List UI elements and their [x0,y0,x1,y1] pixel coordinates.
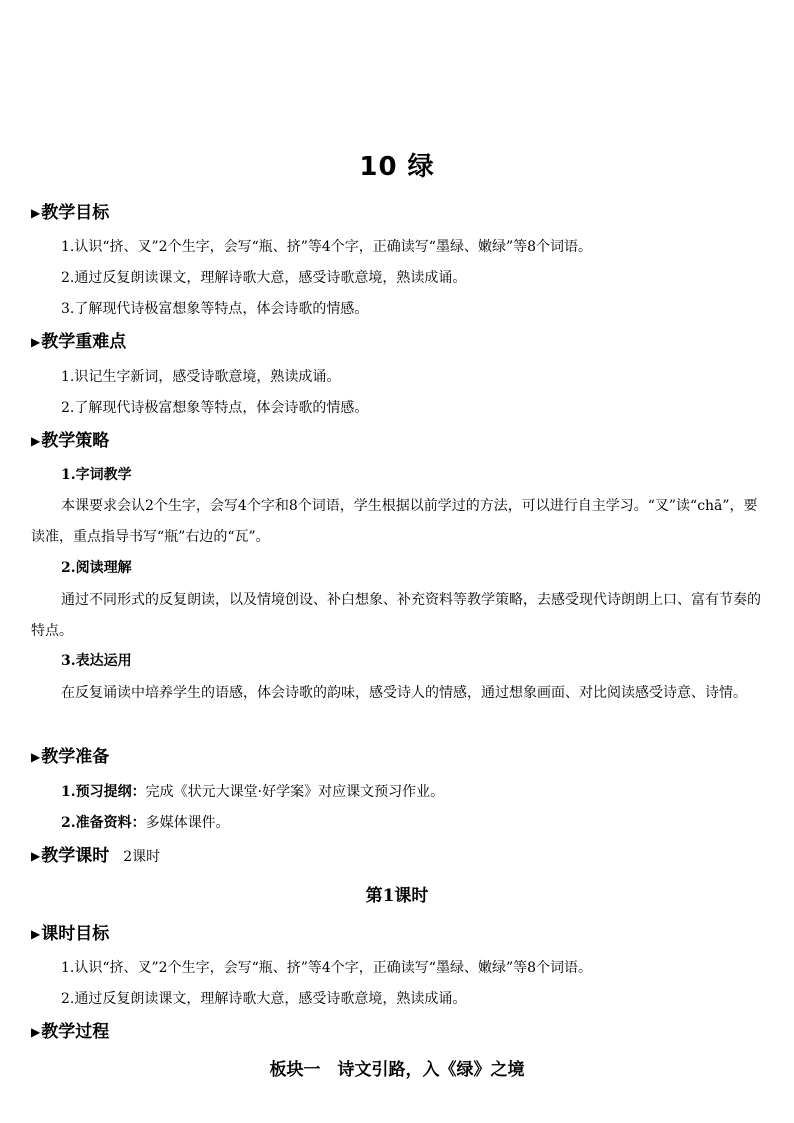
prep-item-key: 1.预习提纲： [61,784,146,800]
triangle-marker-icon: ▶ [31,335,41,349]
strategy-paragraph: 在反复诵读中培养学生的语感，体会诗歌的韵味，感受诗人的情感，通过想象画面、对比阅读感受诗意、诗情。 [61,685,747,701]
prep-item-value: 多媒体课件。 [145,815,230,831]
prep-item-key: 2.准备资料： [61,815,146,831]
list-item: 1.认识“挤、叉”2个生字，会写“瓶、挤”等4个字，正确读写“墨绿、嫩绿”等8个词语。 [61,239,593,255]
section-title: 教学策略 [41,431,110,451]
section-title: 课时目标 [41,924,110,944]
triangle-marker-icon: ▶ [31,849,41,863]
page-title: 10 绿 [359,152,435,182]
lesson-heading: 第1课时 [365,886,429,906]
section-teaching-prep [31,745,109,769]
section-key-points [31,330,126,354]
hours-value: 2课时 [123,849,161,865]
section-teaching-hours [31,844,160,869]
strategy-paragraph: 本课要求会认2个生字，会写4个字和8个词语，学生根据以前学过的方法，可以进行自主学习。“叉”读“chā”，要读准，重点指导书写“瓶”右边的“瓦”。 [31,498,758,545]
list-item: 2.了解现代诗极富想象等特点，体会诗歌的情感。 [61,400,369,416]
block-heading: 板块一 诗文引路，入《绿》之境 [269,1060,525,1080]
list-item: 2.通过反复朗读课文，理解诗歌大意，感受诗歌意境，熟读成诵。 [61,270,467,286]
section-title: 教学目标 [41,203,110,223]
section-teaching-strategy [31,429,109,453]
prep-item [61,781,444,803]
section-title: 教学准备 [41,747,110,767]
triangle-marker-icon: ▶ [31,927,41,941]
strategy-heading: 1.字词教学 [61,467,132,483]
list-item: 3.了解现代诗极富想象等特点，体会诗歌的情感。 [61,301,369,317]
prep-item-value: 完成《状元大课堂·好学案》对应课文预习作业。 [145,784,445,800]
list-item: 2.通过反复朗读课文，理解诗歌大意，感受诗歌意境，熟读成诵。 [61,991,467,1007]
triangle-marker-icon: ▶ [31,434,41,448]
section-title: 教学重难点 [41,332,127,352]
section-teaching-goals [31,201,109,225]
list-item: 1.识记生字新词，感受诗歌意境，熟读成诵。 [61,369,341,385]
triangle-marker-icon: ▶ [31,206,41,220]
section-title: 教学课时 [41,846,110,866]
list-item: 1.认识“挤、叉”2个生字，会写“瓶、挤”等4个字，正确读写“墨绿、嫩绿”等8个词语。 [61,960,593,976]
triangle-marker-icon: ▶ [31,750,41,764]
prep-item [61,812,230,834]
section-teaching-process [31,1020,109,1044]
section-title: 教学过程 [41,1022,110,1042]
strategy-heading: 3.表达运用 [61,653,132,669]
strategy-heading: 2.阅读理解 [61,560,132,576]
strategy-paragraph: 通过不同形式的反复朗读，以及情境创设、补白想象、补充资料等教学策略，去感受现代诗朗朗上口、富有节奏的特点。 [31,592,761,639]
triangle-marker-icon: ▶ [31,1025,41,1039]
section-lesson-goals [31,922,109,946]
